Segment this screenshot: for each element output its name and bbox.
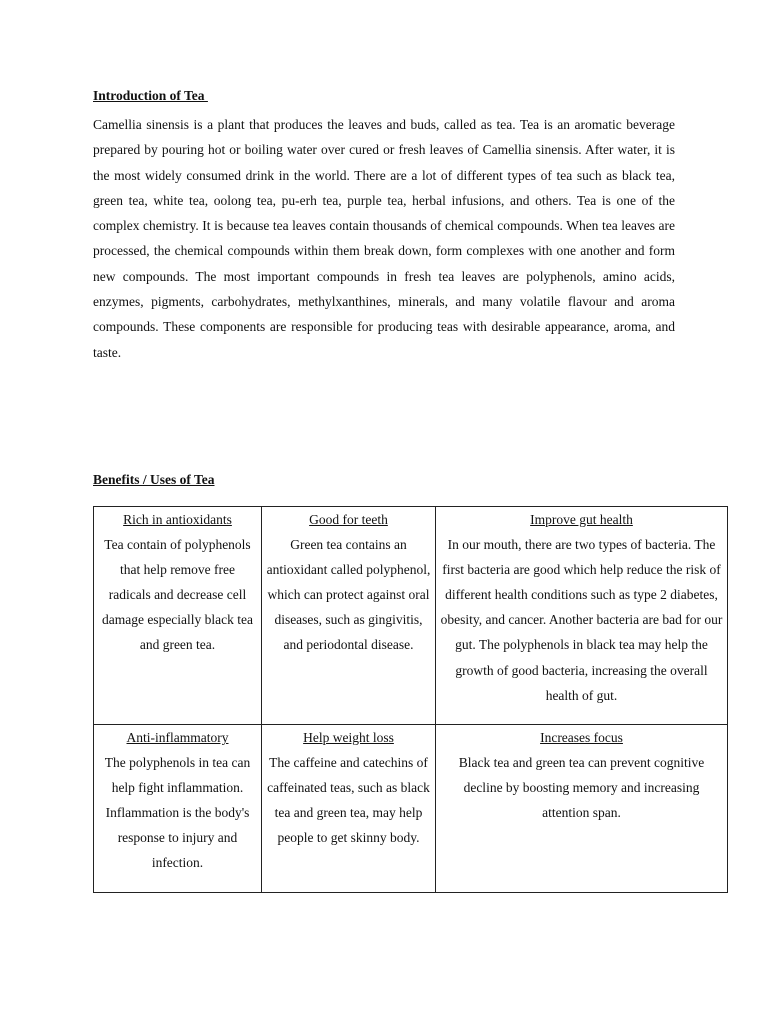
table-row	[94, 507, 728, 725]
benefit-body: In our mouth, there are two types of bacteria. The first bacteria are good which help reduce the risk of different health conditions such as type 2 diabetes, obesity, and cancer. Another bacteria are bad for our gut. The polyphenols in black tea may help the growth of good bacteria, increasing the overall health of gut.	[440, 537, 723, 703]
benefit-title: Good for teeth	[309, 512, 388, 527]
benefit-title: Improve gut health	[530, 512, 633, 527]
benefit-cell-weight-loss	[262, 725, 436, 893]
benefit-body: Black tea and green tea can prevent cognitive decline by boosting memory and increasing attention span.	[458, 755, 705, 821]
table-row	[94, 725, 728, 893]
benefit-body: Tea contain of polyphenols that help remove free radicals and decrease cell damage especially black tea and green tea.	[101, 537, 254, 653]
benefit-title: Help weight loss	[303, 730, 394, 745]
benefits-table	[93, 506, 728, 893]
intro-paragraph: Camellia sinensis is a plant that produces the leaves and buds, called as tea. Tea is an aromatic beverage prepared by pouring hot or boiling water over cured or fresh leaves of Camellia sinensis. After water, it is the most widely consumed drink in the world. There are a lot of different types of tea such as black tea, green tea, white tea, oolong tea, pu-erh tea, purple tea, herbal infusions, and others. Tea is one of the complex chemistry. It is because tea leaves contain thousands of chemical compounds. When tea leaves are processed, the chemical compounds within them break down, form complexes with one another and form new compounds. The most important compounds in fresh tea leaves are polyphenols, amino acids, enzymes, pigments, carbohydrates, methylxanthines, minerals, and many volatile flavour and aroma compounds. These components are responsible for producing teas with desirable appearance, aroma, and taste.	[93, 117, 675, 360]
benefit-cell-teeth	[262, 507, 436, 725]
intro-heading: Introduction of Tea	[93, 88, 208, 103]
benefit-cell-anti-inflammatory	[94, 725, 262, 893]
benefit-cell-gut-health	[436, 507, 728, 725]
benefit-title: Rich in antioxidants	[123, 512, 232, 527]
benefit-title: Anti-inflammatory	[126, 730, 229, 745]
benefit-body: The polyphenols in tea can help fight inflammation. Inflammation is the body's response to injury and infection.	[104, 755, 251, 871]
benefit-cell-antioxidants	[94, 507, 262, 725]
benefit-body: The caffeine and catechins of caffeinated teas, such as black tea and green tea, may help people to get skinny body.	[267, 755, 430, 846]
benefit-title: Increases focus	[540, 730, 623, 745]
benefit-body: Green tea contains an antioxidant called polyphenol, which can protect against oral diseases, such as gingivitis, and periodontal disease.	[266, 537, 431, 653]
benefit-cell-focus	[436, 725, 728, 893]
benefits-heading: Benefits / Uses of Tea	[93, 472, 215, 487]
